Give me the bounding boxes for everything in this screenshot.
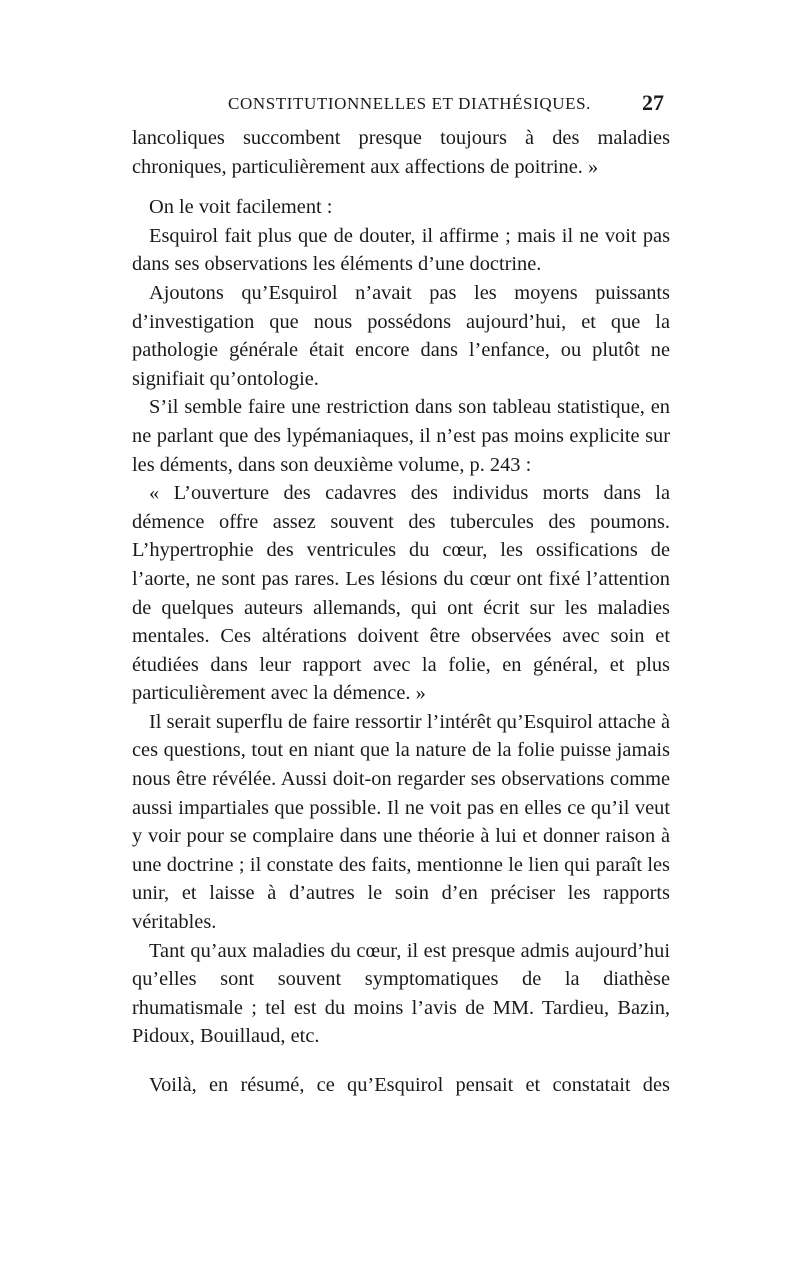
paragraph-final-line: Voilà, en résumé, ce qu’Esquirol pensait et constatait des: [149, 1074, 670, 1096]
paragraph-gap: [132, 1051, 670, 1071]
paragraph-gap: [132, 181, 670, 193]
body-text: [132, 124, 670, 1100]
running-head: [132, 92, 672, 122]
page-number: 27: [642, 90, 664, 115]
running-title: CONSTITUTIONNELLES ET DIATHÉSIQUES.: [228, 94, 592, 113]
paragraph: Ajoutons qu’Esquirol n’avait pas les moyens puissants d’investigation que nous possédons aujourd’hui, et que la pathologie générale était encore dans l’enfance, ou plutôt ne signifiait qu’ontologie.: [132, 281, 670, 390]
paragraph-continuation: lancoliques succombent presque toujours à des maladies chroniques, particulièrement aux affections de poitrine. »: [132, 127, 670, 178]
paragraph: Tant qu’aux maladies du cœur, il est presque admis aujourd’hui qu’elles sont souvent symptomatiques de la diathèse rhumatismale ; tel est du moins l’avis de MM. Tardieu, Bazin, Pidoux, Bouillaud, etc.: [132, 939, 670, 1048]
paragraph: Il serait superflu de faire ressortir l’intérêt qu’Esquirol attache à ces questions, tout en niant que la nature de la folie puisse jamais nous être révélée. Aussi doit-on regarder ses observations comme aussi impartiales que possible. Il ne voit pas en elles ce qu’il veut y voir pour se complaire dans une théorie à lui et donner raison à une doctrine ; il constate des faits, mentionne le lien qui paraît les unir, et laisse à d’autres le soin d’en préciser les rapports véritables.: [132, 710, 670, 934]
paragraph: On le voit facilement :: [149, 196, 333, 219]
paragraph: S’il semble faire une restriction dans son tableau statistique, en ne parlant que des lypémaniaques, il n’est pas moins explicite sur les déments, dans son deuxième volume, p. 243 :: [132, 396, 670, 476]
quotation-paragraph: « L’ouverture des cadavres des individus morts dans la démence offre assez souvent des tubercules des poumons. L’hypertrophie des ventricules du cœur, les ossifications de l’aorte, ne sont pas rares. Les lésions du cœur ont fixé l’attention de quelques auteurs allemands, qui ont écrit sur les maladies mentales. Ces altérations doivent être observées avec soin et étudiées dans leur rapport avec la folie, en général, et plus particulièrement avec la démence. »: [132, 482, 670, 705]
paragraph: Esquirol fait plus que de douter, il affirme ; mais il ne voit pas dans ses observations les éléments d’une doctrine.: [132, 224, 670, 276]
